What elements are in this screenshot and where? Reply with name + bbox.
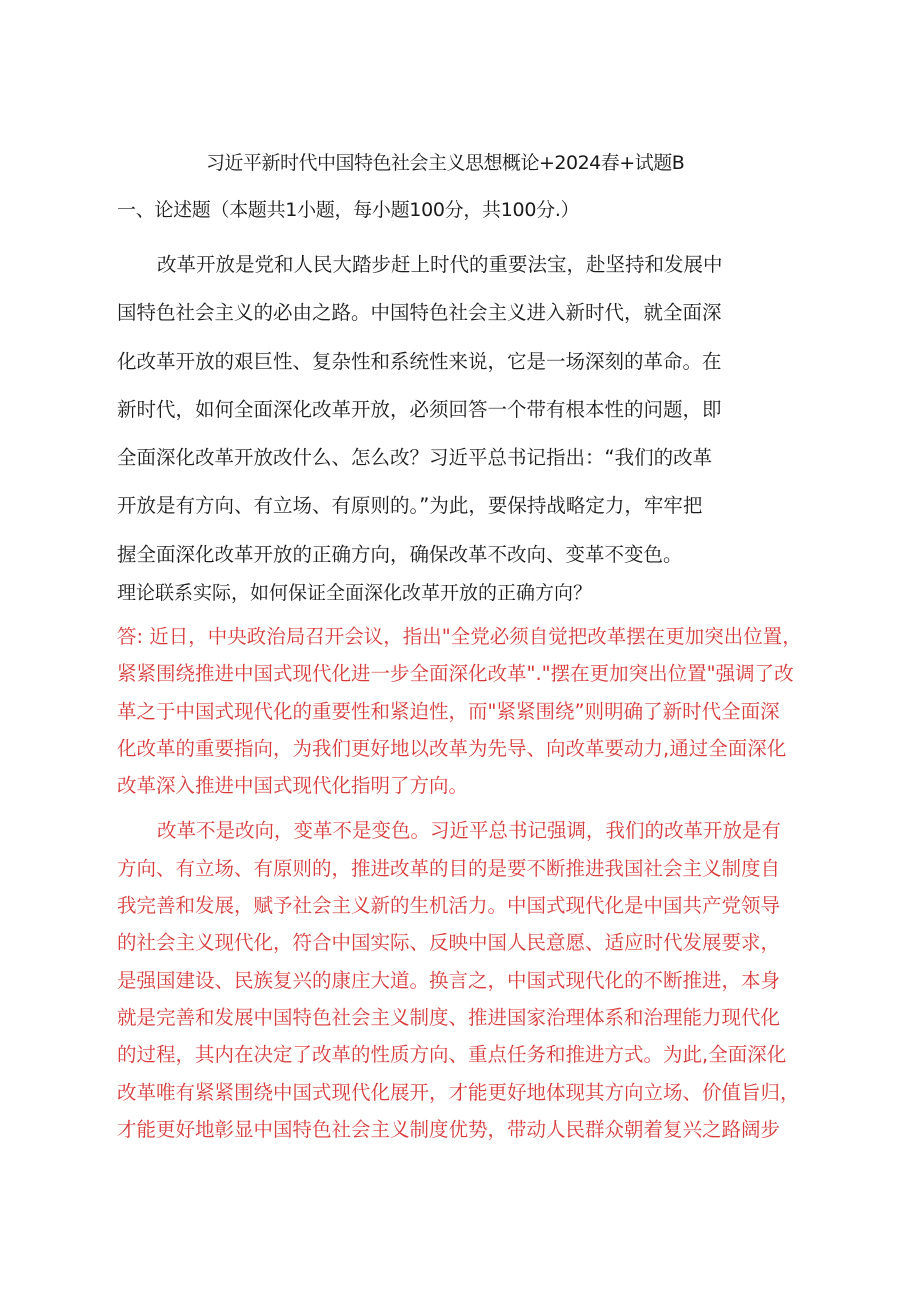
answer-line: 革之于中国式现代化的重要性和紧迫性，而"紧紧围绕”则明确了新时代全面深 [117,699,780,723]
answer-line: 改革不是改向，变革不是变色。习近平总书记强调，我们的改革开放是有 [157,819,782,843]
question-line: 全面深化改革开放改什么、怎么改？习近平总书记指出：“我们的改革 [117,446,713,470]
question-line: 开放是有方向、有立场、有原则的。”为此，要保持战略定力，牢牢把 [117,494,703,518]
answer-line: 改革唯有紧紧围绕中国式现代化展开，才能更好地体现其方向立场、价值旨归， [117,1080,800,1104]
answer-line: 的社会主义现代化，符合中国实际、反映中国人民意愿、适应时代发展要求， [117,931,781,955]
question-text [117,241,747,579]
question-line: 改革开放是党和人民大踏步赶上时代的重要法宝，赴坚持和发展中 [157,253,723,276]
question-line: 国特色社会主义的必由之路。中国特色社会主义进入新时代，就全面深 [117,301,722,325]
question-line: 握全面深化改革开放的正确方向，确保改革不改向、变革不变色。 [117,542,683,566]
question-line: 化改革开放的艰巨性、复杂性和系统性来说，它是一场深刻的革命。在 [117,349,722,373]
answer-line: 我完善和发展，赋予社会主义新的生机活力。中国式现代化是中国共产党领导 [117,894,781,918]
answer-line: 方向、有立场、有原则的，推进改革的目的是要不断推进我国社会主义制度自 [117,856,781,880]
answer-line: 就是完善和发展中国特色社会主义制度、推进国家治理体系和治理能力现代化 [117,1005,781,1029]
answer-text [117,618,817,1148]
answer-line: 是强国建设、民族复兴的康庄大道。换言之，中国式现代化的不断推进，本身 [117,968,781,992]
answer-line: 的过程，其内在决定了改革的性质方向、重点任务和推进方式。为此,全面深化 [117,1043,787,1067]
answer-line: 紧紧围绕推进中国式现代化进一步全面深化改革"."摆在更加突出位置"强调了改 [117,662,794,686]
document-title: 习近平新时代中国特色社会主义思想概论+2024春+试题B [206,152,685,174]
answer-line: 化改革的重要指向，为我们更好地以改革为先导、向改革要动力,通过全面深化 [117,736,787,760]
answer-line: 改革深入推进中国式现代化指明了方向。 [117,774,469,798]
answer-line: 才能更好地彰显中国特色社会主义制度优势，带动人民群众朝着复兴之路阔步 [117,1117,781,1141]
question-line: 新时代，如何全面深化改革开放，必须回答一个带有根本性的问题，即 [117,397,722,421]
section-heading: 一、论述题（本题共1小题，每小题100分，共100分.） [117,199,580,221]
question-prompt: 理论联系实际，如何保证全面深化改革开放的正确方向？ [117,582,593,604]
paragraph-gap [117,804,817,812]
answer-line: 答: 近日，中央政治局召开会议，指出"全党必须自觉把改革摆在更加突出位置， [117,625,802,648]
